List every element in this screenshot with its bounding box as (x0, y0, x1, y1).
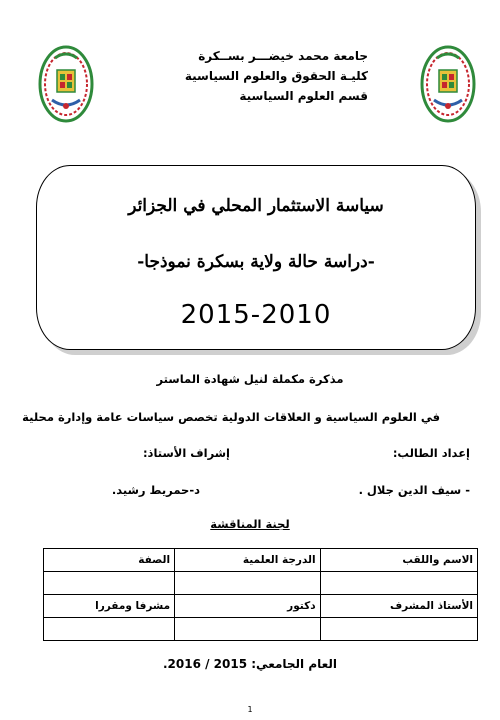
header-role: الصفة (44, 549, 175, 572)
table-cell (175, 618, 321, 641)
table-row (44, 572, 478, 595)
field-of-study: في العلوم السياسية و العلاقات الدولية تخصص سياسات عامة وإدارة محلية (22, 410, 440, 424)
memo-purpose: مذكرة مكملة لنيل شهادة الماستر (156, 372, 344, 386)
table-cell (175, 572, 321, 595)
academic-year: العام الجامعي: 2015 / 2016. (162, 657, 338, 671)
supervisor-label: إشراف الأستاذ: (142, 446, 230, 460)
header-name: الاسم واللقب (320, 549, 477, 572)
committee-title: لجنة المناقشة (210, 517, 290, 531)
table-cell: مشرفا ومقررا (44, 595, 175, 618)
table-row (44, 618, 478, 641)
table-cell: دكتور (175, 595, 321, 618)
supervisor-name: د-حمريط رشيد. (111, 483, 200, 497)
table-cell (320, 572, 477, 595)
thesis-title: سياسة الاستثمار المحلي في الجزائر (128, 196, 384, 216)
thesis-years: 2015-2010 (180, 300, 332, 330)
student-label: إعداد الطالب: (392, 446, 470, 460)
header-rank: الدرجة العلمية (175, 549, 321, 572)
table-cell (44, 572, 175, 595)
university-name: جامعة محمد خيضـــر بســكرة (198, 49, 368, 63)
table-cell: الأستاذ المشرف (320, 595, 477, 618)
university-logo-right (420, 44, 476, 124)
committee-table (43, 548, 478, 641)
university-logo-left (38, 44, 94, 124)
thesis-subtitle: -دراسة حالة ولاية بسكرة نموذجا- (137, 252, 375, 272)
faculty-name: كليـة الحقوق والعلوم السياسية (184, 69, 368, 83)
table-header-row (44, 549, 478, 572)
table-cell (44, 618, 175, 641)
department-name: قسم العلوم السياسية (239, 89, 368, 103)
table-cell (320, 618, 477, 641)
student-name: - سيف الدين جلال . (358, 483, 470, 497)
page-number: 1 (247, 705, 253, 714)
table-row (44, 595, 478, 618)
